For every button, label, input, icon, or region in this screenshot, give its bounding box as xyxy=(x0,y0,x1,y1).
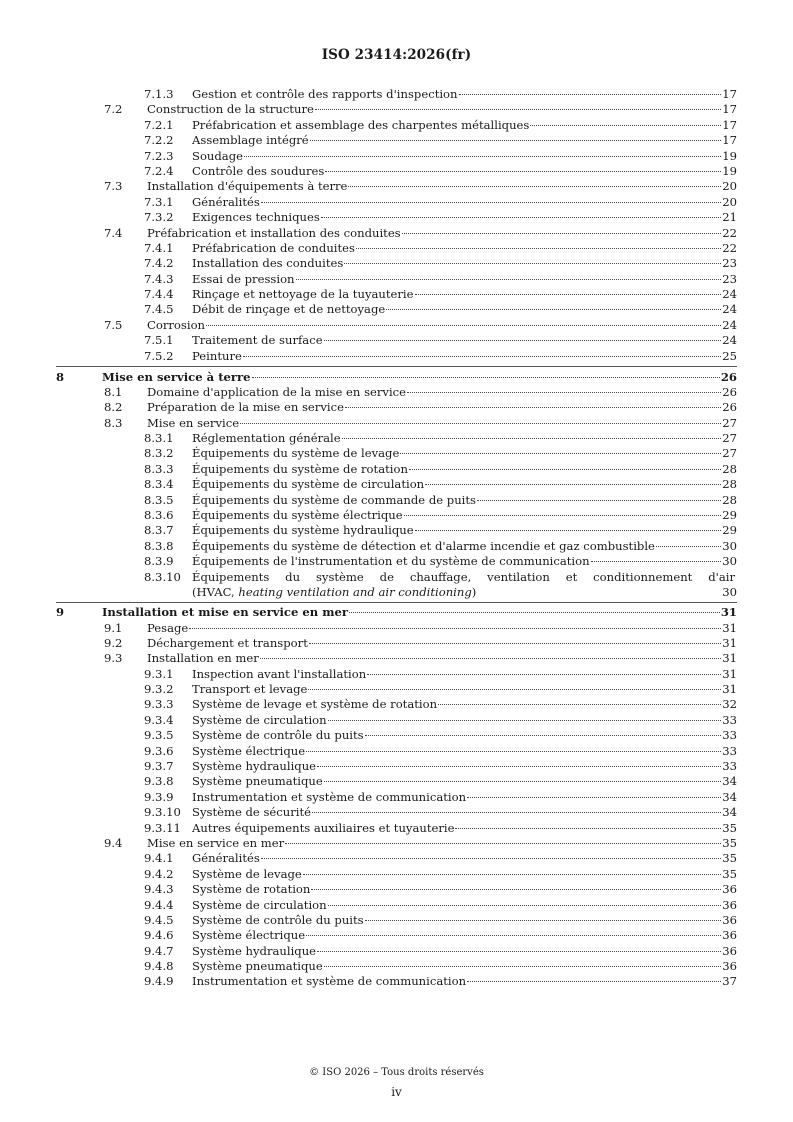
toc-leader xyxy=(345,406,721,408)
toc-entry-number: 8.3.6 xyxy=(144,508,174,523)
toc-leader xyxy=(324,965,721,967)
toc-entry-title: Installation d'équipements à terre xyxy=(147,179,348,194)
toc-entry-title: Équipements de l'instrumentation et du système de communication xyxy=(192,554,590,569)
toc-entry-page: 36 xyxy=(722,959,737,974)
toc-entry-page: 27 xyxy=(722,431,737,446)
toc-entry-page: 25 xyxy=(722,348,737,363)
toc-entry[interactable] xyxy=(0,179,793,194)
toc-leader xyxy=(342,437,722,439)
toc-entry-number: 7.4.2 xyxy=(144,256,174,271)
toc-leader xyxy=(591,560,722,562)
toc-entry-number: 8 xyxy=(56,369,65,384)
toc-entry[interactable] xyxy=(0,636,793,651)
toc-entry-number: 8.3.4 xyxy=(144,477,174,492)
toc-entry-number: 9.4.5 xyxy=(144,912,174,927)
toc-entry-page: 28 xyxy=(722,477,737,492)
toc-entry-page: 29 xyxy=(722,523,737,538)
toc-leader xyxy=(349,611,720,613)
toc-entry-page: 35 xyxy=(722,835,737,850)
toc-entry-page: 36 xyxy=(722,912,737,927)
toc-leader xyxy=(402,232,722,234)
toc-leader xyxy=(438,703,721,705)
toc-entry-number: 7.2.1 xyxy=(144,117,174,132)
toc-entry-title: Généralités xyxy=(192,851,260,866)
toc-entry[interactable] xyxy=(0,416,793,431)
copyright-notice: © ISO 2026 – Tous droits réservés xyxy=(309,1067,484,1078)
toc-entry-number: 7.4.4 xyxy=(144,287,174,302)
toc-leader xyxy=(240,422,721,424)
toc-leader xyxy=(356,247,721,249)
toc-leader xyxy=(315,108,721,110)
toc-entry-page: 31 xyxy=(722,620,737,635)
toc-entry-number: 9.3.3 xyxy=(144,697,174,712)
toc-entry[interactable] xyxy=(0,759,793,774)
toc-entry-title: Mise en service xyxy=(147,415,240,430)
toc-entry-title: Système de contrôle du puits xyxy=(192,912,364,927)
toc-entry-number: 9.3.8 xyxy=(144,774,174,789)
toc-entry-title: Assemblage intégré xyxy=(192,133,309,148)
toc-entry[interactable] xyxy=(0,164,793,179)
toc-entry[interactable] xyxy=(0,570,793,600)
toc-entry-page: 36 xyxy=(722,897,737,912)
toc-entry-title: Système hydraulique xyxy=(192,759,317,774)
toc-entry[interactable] xyxy=(0,682,793,697)
toc-leader xyxy=(309,642,721,644)
toc-entry-page: 19 xyxy=(722,148,737,163)
toc-entry-number: 9.3.10 xyxy=(144,805,181,820)
toc-entry[interactable] xyxy=(0,913,793,928)
toc-leader xyxy=(365,919,722,921)
toc-entry-number: 9.4.2 xyxy=(144,866,174,881)
toc-entry-title: Mise en service à terre xyxy=(102,369,251,384)
toc-entry-page: 31 xyxy=(720,605,737,620)
toc-leader xyxy=(425,483,721,485)
toc-entry-title: Déchargement et transport xyxy=(147,635,308,650)
toc-entry[interactable] xyxy=(0,446,793,461)
toc-entry[interactable] xyxy=(0,774,793,789)
toc-entry-title: Exigences techniques xyxy=(192,210,320,225)
toc-entry-number: 9.3.6 xyxy=(144,743,174,758)
toc-entry[interactable] xyxy=(0,790,793,805)
toc-entry-page: 33 xyxy=(722,712,737,727)
toc-leader xyxy=(455,827,721,829)
toc-entry-page: 32 xyxy=(722,697,737,712)
toc-entry-number: 8.3.3 xyxy=(144,461,174,476)
toc-entry-number: 7.2.3 xyxy=(144,148,174,163)
toc-entry-page: 19 xyxy=(722,163,737,178)
toc-entry-number: 7.1.3 xyxy=(144,87,174,101)
toc-entry-page: 34 xyxy=(722,774,737,789)
toc-entry[interactable] xyxy=(0,272,793,287)
toc-entry-number: 9.3.9 xyxy=(144,789,174,804)
toc-entry-page: 24 xyxy=(722,287,737,302)
toc-leader xyxy=(530,124,721,126)
toc-entry-title: Système de levage xyxy=(192,866,302,881)
toc-entry-page: 17 xyxy=(722,117,737,132)
toc-leader xyxy=(415,293,722,295)
toc-entry[interactable] xyxy=(0,821,793,836)
toc-entry[interactable] xyxy=(0,836,793,851)
toc-leader xyxy=(303,873,721,875)
toc-leader xyxy=(311,888,721,890)
toc-leader xyxy=(409,468,721,470)
toc-entry-title: Inspection avant l'installation xyxy=(192,666,367,681)
toc-entry-number: 9.3 xyxy=(104,651,123,666)
toc-entry[interactable] xyxy=(0,928,793,943)
toc-entry-page: 31 xyxy=(722,682,737,697)
toc-entry-page: 22 xyxy=(722,240,737,255)
toc-leader xyxy=(308,688,721,690)
toc-entry-number: 7.3.1 xyxy=(144,194,174,209)
toc-leader xyxy=(324,339,722,341)
toc-leader xyxy=(467,980,721,982)
toc-entry-number: 8.3.7 xyxy=(144,523,174,538)
toc-entry-title: Système de contrôle du puits xyxy=(192,728,364,743)
toc-entry-number: 9 xyxy=(56,605,65,620)
toc-leader xyxy=(467,796,721,798)
toc-entry[interactable] xyxy=(0,604,793,620)
toc-entry-number: 7.4.1 xyxy=(144,240,174,255)
toc-entry-number: 9.3.7 xyxy=(144,759,174,774)
toc-entry-page: 26 xyxy=(720,369,737,384)
toc-entry-number: 7.2.4 xyxy=(144,163,174,178)
toc-entry-number: 8.3.5 xyxy=(144,492,174,507)
toc-entry[interactable] xyxy=(0,959,793,974)
toc-entry[interactable] xyxy=(0,851,793,866)
toc-leader xyxy=(344,262,721,264)
toc-leader xyxy=(324,780,721,782)
toc-entry-title: Soudage xyxy=(192,148,244,163)
toc-entry-title: Équipements du système de rotation xyxy=(192,461,408,476)
toc-entry[interactable] xyxy=(0,349,793,364)
toc-entry-title: Système électrique xyxy=(192,928,306,943)
toc-entry-number: 9.4 xyxy=(104,835,123,850)
toc-leader xyxy=(317,950,721,952)
toc-entry-page: 30 xyxy=(722,584,737,599)
toc-leader xyxy=(285,842,721,844)
toc-entry-number: 9.3.5 xyxy=(144,728,174,743)
toc-entry[interactable] xyxy=(0,241,793,256)
toc-entry-title: Système de sécurité xyxy=(192,805,312,820)
toc-entry-page: 20 xyxy=(722,179,737,194)
toc-entry-page: 22 xyxy=(722,225,737,240)
toc-entry-page: 31 xyxy=(722,666,737,681)
toc-entry-page: 36 xyxy=(722,882,737,897)
toc-entry-number: 9.1 xyxy=(104,620,123,635)
toc-entry[interactable] xyxy=(0,462,793,477)
toc-entry-number: 9.4.1 xyxy=(144,851,174,866)
toc-entry-title-continued xyxy=(192,585,476,600)
toc-entry-number: 7.5.1 xyxy=(144,333,174,348)
toc-entry-number: 9.4.7 xyxy=(144,943,174,958)
toc-entry-title: Transport et levage xyxy=(192,682,308,697)
toc-leader xyxy=(400,452,721,454)
toc-entry[interactable] xyxy=(0,385,793,400)
toc-entry-title: Équipements du système de circulation xyxy=(192,477,425,492)
toc-entry-title: Rinçage et nettoyage de la tuyauterie xyxy=(192,287,414,302)
toc-entry-page: 35 xyxy=(722,851,737,866)
title-continued-prefix: (HVAC, xyxy=(192,584,239,599)
toc-leader xyxy=(477,499,721,501)
toc-entry-title: Peinture xyxy=(192,348,242,363)
toc-entry[interactable] xyxy=(0,287,793,302)
toc-entry-number: 8.3.1 xyxy=(144,431,174,446)
toc-leader xyxy=(415,529,722,531)
toc-leader xyxy=(348,185,721,187)
toc-entry-title: Système hydraulique xyxy=(192,943,317,958)
toc-leader xyxy=(328,719,722,721)
toc-entry-title: Préfabrication et assemblage des charpentes métalliques xyxy=(192,117,530,132)
toc-entry-title: Mise en service en mer xyxy=(147,835,285,850)
toc-entry-page: 23 xyxy=(722,256,737,271)
toc-entry[interactable] xyxy=(0,87,793,102)
toc-entry-title: Essai de pression xyxy=(192,271,295,286)
toc-entry-title: Équipements du système de détection et d'alarme incendie et gaz combustible xyxy=(192,538,655,553)
toc-entry-number: 9.3.1 xyxy=(144,666,174,681)
toc-entry-page: 21 xyxy=(722,210,737,225)
toc-entry-number: 8.3.8 xyxy=(144,538,174,553)
toc-entry[interactable] xyxy=(0,431,793,446)
toc-entry-title: Pesage xyxy=(147,620,189,635)
toc-entry-number: 7.4 xyxy=(104,225,123,240)
toc-entry-number: 9.4.3 xyxy=(144,882,174,897)
toc-leader xyxy=(386,308,721,310)
toc-leader xyxy=(365,734,722,736)
toc-leader xyxy=(260,657,721,659)
table-of-contents xyxy=(0,87,793,990)
toc-entry-page: 30 xyxy=(722,538,737,553)
toc-entry-title: Équipements du système hydraulique xyxy=(192,523,414,538)
toc-leader xyxy=(306,934,721,936)
toc-entry[interactable] xyxy=(0,944,793,959)
toc-leader xyxy=(306,750,721,752)
toc-entry-number: 7.5.2 xyxy=(144,348,174,363)
toc-entry[interactable] xyxy=(0,256,793,271)
toc-entry-page: 30 xyxy=(722,554,737,569)
toc-entry-number: 7.3 xyxy=(104,179,123,194)
toc-entry-number: 7.3.2 xyxy=(144,210,174,225)
toc-leader xyxy=(404,514,722,516)
toc-entry-number: 7.2 xyxy=(104,102,123,117)
toc-entry[interactable] xyxy=(0,102,793,117)
toc-entry-number: 9.3.4 xyxy=(144,712,174,727)
toc-entry-title: Corrosion xyxy=(147,317,206,332)
toc-entry[interactable] xyxy=(0,898,793,913)
toc-entry-title: Installation des conduites xyxy=(192,256,344,271)
toc-entry-page: 24 xyxy=(722,302,737,317)
toc-entry-title: Équipements du système de commande de puits xyxy=(192,492,476,507)
toc-entry-page: 33 xyxy=(722,728,737,743)
toc-entry-page: 24 xyxy=(722,333,737,348)
toc-entry[interactable] xyxy=(0,882,793,897)
toc-entry[interactable] xyxy=(0,302,793,317)
toc-leader xyxy=(477,592,721,593)
toc-entry-number: 9.2 xyxy=(104,635,123,650)
toc-entry[interactable] xyxy=(0,226,793,241)
toc-leader xyxy=(317,765,721,767)
title-continued-italic: heating ventilation and air conditioning xyxy=(238,584,472,599)
toc-entry-number: 8.3.9 xyxy=(144,554,174,569)
toc-entry-page: 33 xyxy=(722,743,737,758)
toc-entry-title: Système électrique xyxy=(192,743,306,758)
toc-entry-title: Système pneumatique xyxy=(192,774,323,789)
toc-entry[interactable] xyxy=(0,867,793,882)
toc-entry-number: 8.3.2 xyxy=(144,446,174,461)
toc-entry-page: 26 xyxy=(722,384,737,399)
toc-entry-number: 8.1 xyxy=(104,384,123,399)
toc-entry-title: Système de levage et système de rotation xyxy=(192,697,438,712)
toc-entry-number: 7.2.2 xyxy=(144,133,174,148)
toc-leader xyxy=(459,93,722,95)
toc-entry-page: 35 xyxy=(722,820,737,835)
toc-entry[interactable] xyxy=(0,728,793,743)
toc-entry[interactable] xyxy=(0,744,793,759)
toc-entry-page: 23 xyxy=(722,271,737,286)
toc-entry[interactable] xyxy=(0,667,793,682)
toc-entry-page: 28 xyxy=(722,492,737,507)
toc-entry-title: Préparation de la mise en service xyxy=(147,400,344,415)
toc-leader xyxy=(296,278,722,280)
toc-entry-title: Installation en mer xyxy=(147,651,259,666)
toc-entry-page: 17 xyxy=(722,87,737,101)
toc-leader xyxy=(244,155,721,157)
toc-entry-number: 7.5 xyxy=(104,317,123,332)
toc-leader xyxy=(407,391,721,393)
toc-entry-title: Équipements du système de chauffage, ventilation et conditionnement d'air xyxy=(192,569,735,584)
toc-leader xyxy=(328,904,722,906)
toc-entry-title: Équipements du système de levage xyxy=(192,446,400,461)
toc-entry-title: Domaine d'application de la mise en service xyxy=(147,384,407,399)
toc-leader xyxy=(312,811,721,813)
toc-entry-title: Système de rotation xyxy=(192,882,311,897)
toc-entry-number: 7.4.3 xyxy=(144,271,174,286)
toc-leader xyxy=(189,627,721,629)
toc-entry[interactable] xyxy=(0,149,793,164)
toc-entry-page: 34 xyxy=(722,805,737,820)
toc-entry[interactable] xyxy=(0,369,793,385)
toc-entry-title: Système de circulation xyxy=(192,712,327,727)
toc-entry-number: 9.4.6 xyxy=(144,928,174,943)
toc-entry-title: Système pneumatique xyxy=(192,959,323,974)
toc-entry-number: 7.4.5 xyxy=(144,302,174,317)
toc-leader xyxy=(325,170,721,172)
toc-entry[interactable] xyxy=(0,118,793,133)
toc-entry-page: 36 xyxy=(722,928,737,943)
toc-entry-number: 9.4.8 xyxy=(144,959,174,974)
toc-entry[interactable] xyxy=(0,651,793,666)
toc-entry-title: Gestion et contrôle des rapports d'inspection xyxy=(192,87,458,101)
toc-entry-number: 8.3.10 xyxy=(144,569,181,584)
toc-entry-title: Préfabrication de conduites xyxy=(192,240,355,255)
toc-entry-page: 26 xyxy=(722,400,737,415)
toc-leader xyxy=(656,545,721,547)
toc-entry[interactable] xyxy=(0,697,793,712)
toc-entry-title: Installation et mise en service en mer xyxy=(102,605,348,620)
toc-leader xyxy=(261,201,721,203)
toc-entry-title: Équipements du système électrique xyxy=(192,508,403,523)
toc-entry[interactable] xyxy=(0,539,793,554)
toc-entry[interactable] xyxy=(0,318,793,333)
title-continued-suffix: ) xyxy=(471,584,477,599)
toc-entry[interactable] xyxy=(0,523,793,538)
toc-entry[interactable] xyxy=(0,713,793,728)
toc-entry-number: 9.3.11 xyxy=(144,820,181,835)
toc-leader xyxy=(321,216,721,218)
toc-entry-page: 31 xyxy=(722,651,737,666)
toc-entry[interactable] xyxy=(0,621,793,636)
toc-leader xyxy=(367,673,721,675)
toc-entry-page: 17 xyxy=(722,133,737,148)
toc-entry-title: Instrumentation et système de communication xyxy=(192,789,467,804)
toc-entry[interactable] xyxy=(0,477,793,492)
page-number: iv xyxy=(391,1085,402,1099)
toc-entry-page: 34 xyxy=(722,789,737,804)
toc-leader xyxy=(206,324,721,326)
toc-entry[interactable] xyxy=(0,400,793,415)
document-header: ISO 23414:2026(fr) xyxy=(321,47,472,63)
toc-entry-title: Débit de rinçage et de nettoyage xyxy=(192,302,386,317)
toc-entry-page: 37 xyxy=(722,974,737,989)
toc-entry-title: Autres équipements auxiliaires et tuyauterie xyxy=(192,820,455,835)
toc-leader xyxy=(243,355,721,357)
toc-entry-page: 29 xyxy=(722,508,737,523)
toc-entry[interactable] xyxy=(0,333,793,348)
toc-entry[interactable] xyxy=(0,210,793,225)
toc-entry-title: Préfabrication et installation des conduites xyxy=(147,225,401,240)
toc-entry-title: Réglementation générale xyxy=(192,431,341,446)
toc-leader xyxy=(252,376,720,378)
toc-entry-page: 36 xyxy=(722,943,737,958)
toc-entry[interactable] xyxy=(0,133,793,148)
toc-entry-number: 8.3 xyxy=(104,415,123,430)
toc-entry[interactable] xyxy=(0,508,793,523)
toc-entry-title: Généralités xyxy=(192,194,260,209)
toc-entry-page: 31 xyxy=(722,635,737,650)
toc-entry[interactable] xyxy=(0,805,793,820)
toc-entry-title: Contrôle des soudures xyxy=(192,163,325,178)
toc-entry-page: 17 xyxy=(722,102,737,117)
toc-entry-page: 24 xyxy=(722,317,737,332)
toc-entry-page: 27 xyxy=(722,446,737,461)
toc-entry[interactable] xyxy=(0,974,793,989)
toc-entry-number: 8.2 xyxy=(104,400,123,415)
toc-entry[interactable] xyxy=(0,493,793,508)
toc-entry-page: 28 xyxy=(722,461,737,476)
toc-entry-number: 9.4.9 xyxy=(144,974,174,989)
toc-leader xyxy=(310,139,722,141)
toc-entry-page: 27 xyxy=(722,415,737,430)
toc-entry-title: Traitement de surface xyxy=(192,333,323,348)
toc-entry-page: 33 xyxy=(722,759,737,774)
toc-entry-title: Système de circulation xyxy=(192,897,327,912)
toc-entry-title: Construction de la structure xyxy=(147,102,314,117)
toc-entry-title: Instrumentation et système de communication xyxy=(192,974,467,989)
toc-entry-number: 9.4.4 xyxy=(144,897,174,912)
toc-entry-page: 35 xyxy=(722,866,737,881)
toc-entry[interactable] xyxy=(0,195,793,210)
toc-entry-number: 9.3.2 xyxy=(144,682,174,697)
toc-leader xyxy=(261,857,721,859)
toc-entry-page: 20 xyxy=(722,194,737,209)
toc-entry[interactable] xyxy=(0,554,793,569)
